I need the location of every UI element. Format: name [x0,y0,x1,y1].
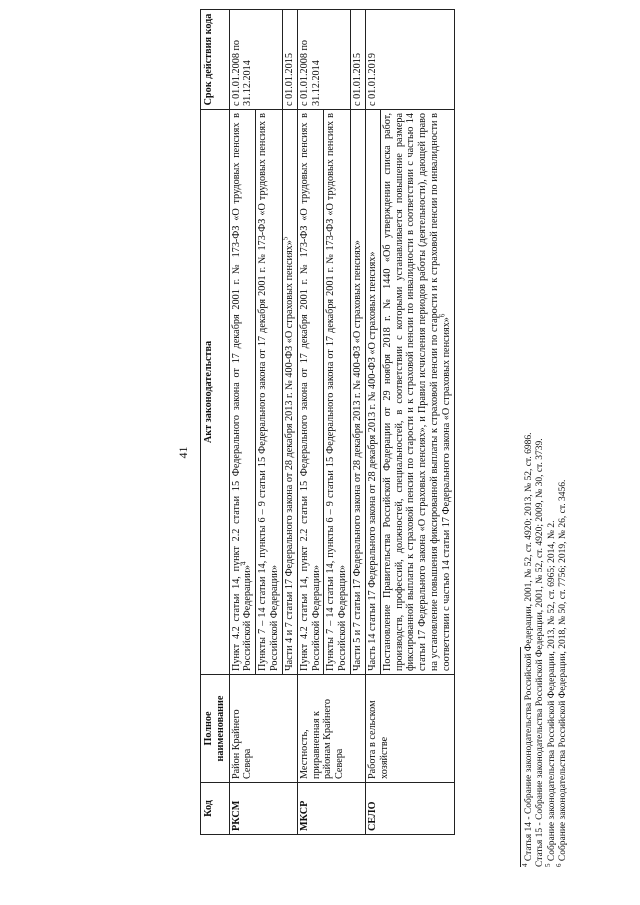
footnote: $^5$ Собрание законодательства Российской Федерации, 2013, № 52, ст. 6965; 2014, № 2. [543,520,557,867]
term-cell: с 01.01.2015 [282,10,297,110]
term-cell: с 01.01.2008 по 31.12.2014 [297,10,350,110]
act-cell: Части 5 и 7 статьи 17 Федерального закона от 28 декабря 2013 г. № 400-ФЗ «О страховых пенсиях» [351,110,366,675]
footnote: Статья 15 - Собрание законодательства Российской Федерации, 2001, № 52, ст. 4920; 2009, № 30, ст. 3739. [535,438,546,867]
row-full-name: Район Крайнего Севера [229,675,297,783]
act-cell: Пункты 7 – 14 статьи 14, пункты 6 – 9 статьи 15 Федерального закона от 17 декабря 2001 г. № 173-ФЗ «О трудовых пенсиях в Российской Федерации» [256,110,283,675]
page-number: 41 [176,446,190,459]
act-cell: Постановление Правительства Российской Федерации от 29 ноября 2018 г. № 1440 «Об утверждении списка работ, производств, профессий, должностей, специальностей, в соответствии с которыми устанавливается повышение размера фиксированной выплаты к страховой пенсии по старости и к страховой пенсии по инвалидности в соответствии с частью 14 статьи 17 Федерального закона «О страховых пенсиях», и Правил исчисления периодов работы (деятельности), дающей право на установление повышения фиксированной выплаты к страховой пенсии по старости и к страховой пенсии по инвалидности в соответствии с частью 14 статьи 17 Федерального закона «О страховых пенсиях»$^6$ [380,110,454,675]
act-cell: Части 4 и 7 статьи 17 Федерального закона от 28 декабря 2013 г. № 400-ФЗ «О страховых пенсиях»$^5$ [282,110,297,675]
footnote: $^6$ Собрание законодательства Российской Федерации, 2018, № 50, ст. 7756; 2019, № 26, ст. 3456. [555,479,569,867]
header-act: Акт законодательства [201,110,230,675]
header-code: Код [201,783,230,835]
act-cell: Пункт 4.2 статьи 14, пункт 2.2 статьи 15 Федерального закона от 17 декабря 2001 г. № 173-ФЗ «О трудовых пенсиях в Российской Федерации» [297,110,324,675]
row-code: МКСР [297,783,365,835]
footnotes [520,77,570,867]
act-cell: Пункты 7 – 14 статьи 14, пункты 6 – 9 статьи 15 Федерального закона от 17 декабря 2001 г. № 173-ФЗ «О трудовых пенсиях в Российской Федерации» [324,110,351,675]
term-cell: с 01.01.2015 [351,10,366,110]
term-cell: с 01.01.2019 [365,10,454,110]
footnote: $^4$ Статья 14 - Собрание законодательства Российской Федерации, 2001, № 52, ст. 4920; 2013, № 52, ст. 6986. [520,432,534,867]
row-code: РКСМ [229,783,297,835]
footnote-divider [520,647,521,867]
codes-table [200,9,455,835]
row-full-name: Местность, приравненная к районам Крайнего Севера [297,675,365,783]
table-row [297,10,324,835]
footnote-ref: 6 [438,313,447,318]
term-cell: с 01.01.2008 по 31.12.2014 [229,10,282,110]
table-row [229,10,256,835]
row-code: СЕЛО [365,783,454,835]
header-term: Срок действия кода [201,10,230,110]
footnote-ref: 5 [281,236,290,241]
table-row [365,10,380,835]
footnote-ref: 4 [240,561,249,566]
act-cell: Пункт 4.2 статьи 14, пункт 2.2 статьи 15 Федерального закона от 17 декабря 2001 г. № 173-ФЗ «О трудовых пенсиях в Российской Федерации»$^4$ [229,110,256,675]
act-cell: Часть 14 статьи 17 Федерального закона от 28 декабря 2013 г. № 400-ФЗ «О страховых пенсиях» [365,110,380,675]
header-full-name: Полное наименование [201,675,230,783]
table-header-row [201,10,230,835]
row-full-name: Работа в сельском хозяйстве [365,675,454,783]
